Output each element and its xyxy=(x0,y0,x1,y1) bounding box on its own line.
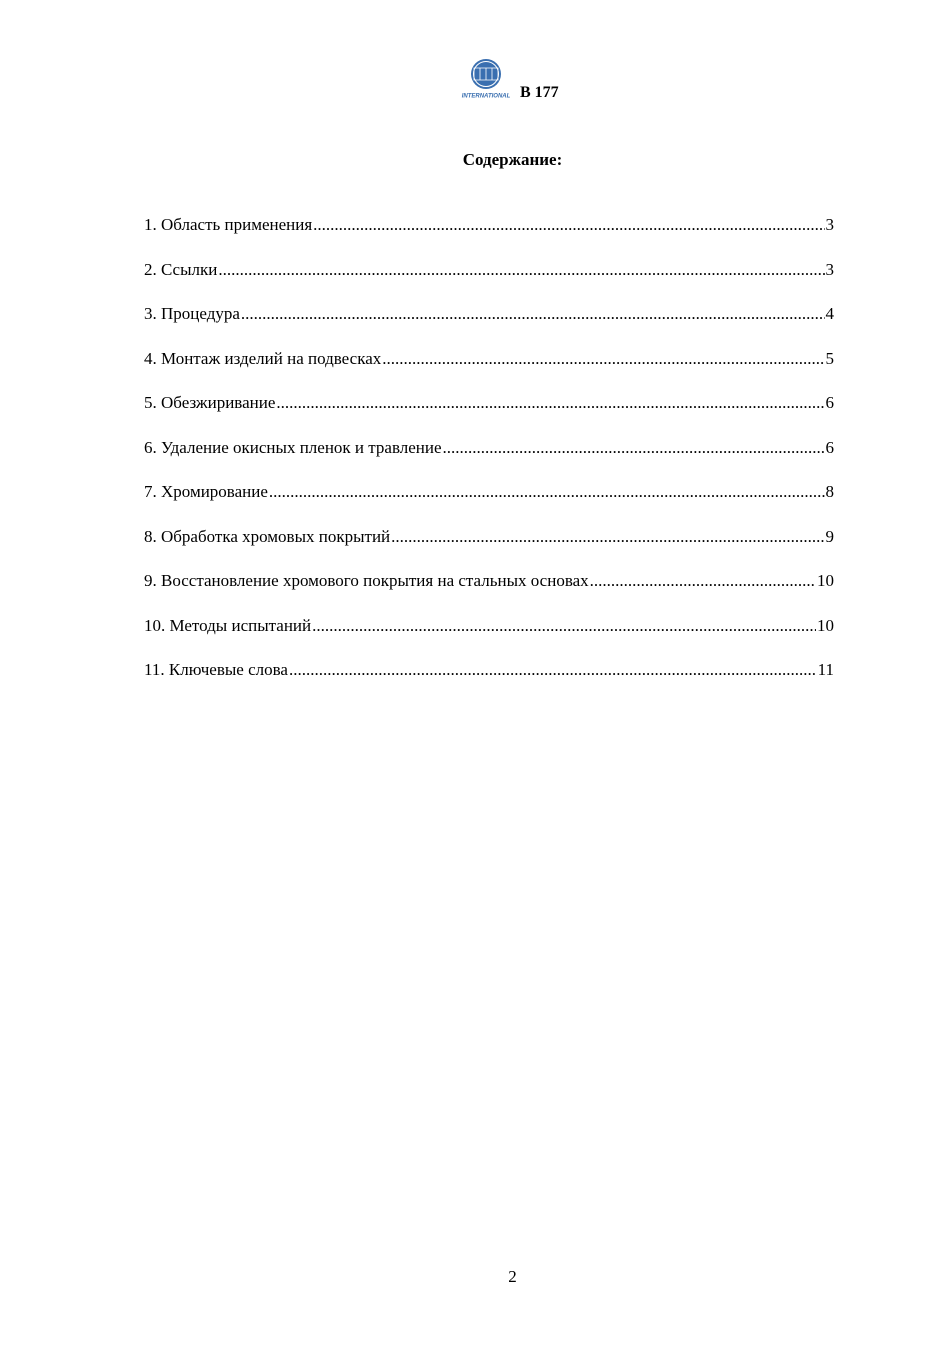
toc-entry-page: 3 xyxy=(825,215,834,234)
toc-dot-leader xyxy=(289,659,817,681)
page-number: 2 xyxy=(508,1267,517,1286)
toc-title: Содержание: xyxy=(462,150,563,169)
toc-dot-leader xyxy=(391,526,824,548)
document-code: B 177 xyxy=(520,84,559,101)
svg-text:INTERNATIONAL: INTERNATIONAL xyxy=(461,93,511,100)
toc-entry[interactable] xyxy=(144,437,834,482)
toc-dot-leader xyxy=(590,570,816,592)
toc-entry-label: 1. Область применения xyxy=(144,215,313,234)
toc-entry-label: 10. Методы испытаний xyxy=(144,615,312,635)
toc-dot-leader xyxy=(269,481,825,503)
toc-dot-leader xyxy=(313,214,824,236)
toc-entry[interactable] xyxy=(144,526,834,571)
toc-entry[interactable] xyxy=(144,392,834,437)
toc-entry-page: 8 xyxy=(825,482,834,501)
toc-entry-label: 11. Ключевые слова xyxy=(144,660,288,679)
toc-entry-label: 4. Монтаж изделий на подвесках xyxy=(144,348,382,368)
toc-entry[interactable] xyxy=(144,214,834,259)
toc-entry-page: 10 xyxy=(817,571,834,590)
toc-entry-page: 3 xyxy=(825,259,834,279)
toc-entry[interactable] xyxy=(144,481,834,526)
astm-logo xyxy=(460,56,512,100)
toc-dot-leader xyxy=(218,259,824,281)
toc-entry-page: 9 xyxy=(825,526,834,546)
toc-entry-label: 6. Удаление окисных пленок и травление xyxy=(144,437,442,457)
toc-entry[interactable] xyxy=(144,303,834,348)
toc-entry-label: 7. Хромирование xyxy=(144,482,268,501)
table-of-contents xyxy=(144,214,834,704)
toc-dot-leader xyxy=(276,392,824,414)
toc-dot-leader xyxy=(241,303,825,325)
toc-entry-page: 6 xyxy=(825,393,834,412)
toc-entry-page: 10 xyxy=(817,615,834,635)
toc-entry-label: 8. Обработка хромовых покрытий xyxy=(144,526,391,546)
toc-dot-leader xyxy=(312,615,816,637)
toc-entry-label: 5. Обезжиривание xyxy=(144,393,276,412)
toc-entry[interactable] xyxy=(144,348,834,393)
toc-entry-page: 11 xyxy=(817,660,834,679)
toc-entry-page: 5 xyxy=(825,348,834,368)
toc-entry[interactable] xyxy=(144,259,834,304)
toc-entry-label: 9. Восстановление хромового покрытия на стальных основах xyxy=(144,571,589,590)
toc-dot-leader xyxy=(443,437,825,459)
toc-entry[interactable] xyxy=(144,615,834,660)
toc-entry-label: 3. Процедура xyxy=(144,304,240,323)
toc-entry[interactable] xyxy=(144,659,834,704)
toc-entry[interactable] xyxy=(144,570,834,615)
toc-entry-page: 4 xyxy=(825,304,834,323)
toc-dot-leader xyxy=(382,348,824,370)
toc-entry-label: 2. Ссылки xyxy=(144,259,218,279)
page-header xyxy=(0,56,950,102)
toc-entry-page: 6 xyxy=(825,437,834,457)
